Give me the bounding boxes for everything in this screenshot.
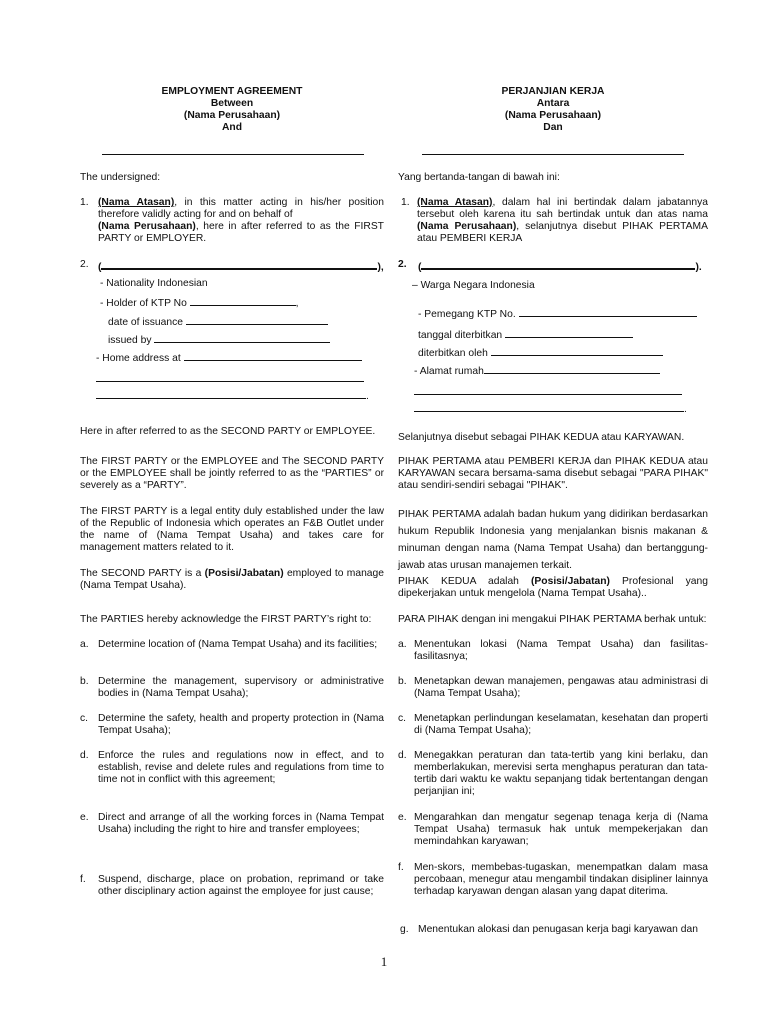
issuance-date-line [186,315,328,325]
company-name: (Nama Perusahaan) [98,221,196,232]
address-line-3-row [414,402,708,416]
first-party-item [401,197,708,245]
list-text: Men-skors, membebas-tugaskan, menempatkan dalam masa percobaan, menegur atau mengambil tindakan disipliner lainnya terhadap karyawan dengan alasan yang dapat diterima. [414,862,708,897]
issuance-date-row [108,315,384,329]
perjanjian-heading [398,86,708,134]
agreement-title: EMPLOYMENT AGREEMENT [161,86,303,97]
parties-definition: The FIRST PARTY or the EMPLOYEE and The SECOND PARTY or the EMPLOYEE shall be jointly referred to as the “PARTIES” or severely as a “PARTY”. [80,456,384,491]
home-address-line [484,364,660,374]
ktp-comma: , [295,298,299,309]
list-text: Menentukan lokasi (Nama Tempat Usaha) dan fasilitas-fasilitasnya; [414,639,708,662]
list-item [80,812,384,836]
list-text: Menetapkan dewan manajemen, pengawas atau administrasi di (Nama Tempat Usaha); [414,676,708,699]
paren-close: ). [695,262,702,273]
paren-close: ), [377,262,384,273]
ktp-number-line [519,307,697,317]
superior-name: (Nama Atasan) [417,197,493,208]
address-line-2 [96,381,364,382]
list-item [398,924,708,936]
ktp-holder-row [418,307,708,321]
agreement-company: (Nama Perusahaan) [183,110,281,121]
item-number: 1. [401,197,410,208]
list-marker: e. [398,812,407,823]
issued-by-label: issued by [108,335,152,346]
indonesian-column [398,0,708,1024]
first-party-text: , dalam hal ini bertindak dalam jabatannya tersebut oleh karena itu sah bertindak untuk dan atas nama [417,197,708,220]
first-party-text: , in this matter acting in his/her position therefore validly acting for and on behalf of [98,197,385,220]
agreement-heading [80,86,384,134]
list-item [80,639,384,651]
list-item [398,862,708,898]
paren-open: ( [418,262,422,273]
list-marker: f. [80,874,86,885]
list-text: Mengarahkan dan mengatur segenap tenaga kerja di (Nama Tempat Usaha) termasuk hak untuk mempekerjakan dan memindahkan karyawan; [414,812,708,847]
list-marker: f. [398,862,404,873]
second-party-pre: The SECOND PARTY is a [80,568,205,579]
ktp-number-line [190,296,296,306]
home-address-label: - Alamat rumah [414,366,484,377]
first-party-description: The FIRST PARTY is a legal entity duly established under the law of the Republic of Indonesia which operates an F&B Outlet under the name of (Nama Tempat Usaha) and takes care for management matters related to it. [80,506,384,553]
issued-by-label: diterbitkan oleh [418,348,488,359]
list-item [80,713,384,737]
second-party-pre: PIHAK KEDUA adalah [398,576,531,587]
english-column [80,0,384,1024]
list-marker: c. [398,713,407,724]
address-end: . [684,404,687,415]
list-marker: a. [80,639,89,650]
first-party-text-end: , here in after referred to as the FIRST PARTY or EMPLOYER. [98,221,384,244]
second-party-post: employed to manage (Nama Tempat Usaha). [80,568,384,591]
list-marker: c. [80,713,89,724]
second-party-definition: Here in after referred to as the SECOND PARTY or EMPLOYEE. [80,426,376,437]
second-party-item [398,259,708,274]
page-number: 1 [380,954,388,969]
perjanjian-and: Dan [543,122,563,133]
list-marker: g. [400,924,409,935]
perjanjian-between: Antara [536,98,570,109]
parties-definition: PIHAK PERTAMA atau PEMBERI KERJA dan PIHAK KEDUA atau KARYAWAN secara bersama-sama disebut sebagai "PARA PIHAK" atau sendiri-sendiri sebagai "PIHAK". [398,456,708,491]
ktp-holder-label: - Pemegang KTP No. [418,309,516,320]
address-line-3-row [96,389,384,403]
home-address-line [184,351,362,361]
list-item [80,676,384,700]
issued-by-row [418,346,708,360]
list-item [398,713,708,737]
item-number: 1. [80,197,89,208]
company-name: (Nama Perusahaan) [417,221,517,232]
list-text: Determine the safety, health and property protection in (Nama Tempat Usaha); [98,713,384,736]
issued-by-line [491,346,663,356]
acknowledge-statement: The PARTIES hereby acknowledge the FIRST PARTY’s right to: [80,614,372,625]
issued-by-row [108,333,384,347]
address-line-3 [96,389,366,399]
second-party-item [80,259,384,274]
undersigned-label: Yang bertanda-tangan di bawah ini: [398,172,560,183]
list-text: Menetapkan perlindungan keselamatan, kesehatan dan properti di (Nama Tempat Usaha); [414,713,708,736]
issued-by-line [154,333,330,343]
list-text: Determine the management, supervisory or administrative bodies in (Nama Tempat Usaha); [98,676,384,699]
item-number: 2. [80,259,89,270]
list-item [80,874,384,898]
issuance-date-row [418,328,708,342]
list-marker: d. [398,750,407,761]
address-line-3 [414,402,684,412]
employee-name-line [421,259,695,270]
nationality: - Nationality Indonesian [100,278,208,289]
superior-name: (Nama Atasan) [98,197,175,208]
second-party-definition: Selanjutnya disebut sebagai PIHAK KEDUA atau KARYAWAN. [398,432,685,443]
list-item [398,676,708,700]
home-address-row [414,364,708,378]
first-party-text-end: , selanjutnya disebut PIHAK PERTAMA atau PEMBERI KERJA [417,221,708,244]
second-party-description [80,568,384,592]
agreement-and: And [221,122,242,133]
acknowledge-statement: PARA PIHAK dengan ini mengakui PIHAK PERTAMA berhak untuk: [398,614,707,625]
list-text: Menentukan alokasi dan penugasan kerja bagi karyawan dan [418,924,698,935]
list-marker: e. [80,812,89,823]
issuance-date-label: tanggal diterbitkan [418,330,503,341]
position-name: (Posisi/Jabatan) [204,568,284,579]
list-text: Enforce the rules and regulations now in effect, and to establish, revise and delete rules and regulations from time to time not in conflict with this agreement; [98,750,384,785]
list-item [80,750,384,786]
list-text: Suspend, discharge, place on probation, reprimand or take other disciplinary action against the employee for just cause; [98,874,384,897]
party-name-line [422,154,684,155]
list-item [398,639,708,663]
party-name-line [102,154,364,155]
address-line-2 [414,394,682,395]
list-marker: a. [398,639,407,650]
list-text: Direct and arrange of all the working forces in (Nama Tempat Usaha) including the right to hire and transfer employees; [98,812,384,835]
list-marker: d. [80,750,89,761]
first-party-item [80,197,384,245]
list-text: Menegakkan peraturan dan tata-tertib yang kini berlaku, dan memberlakukan, merevisi serta menghapus peraturan dan tata-tertib dari waktu ke waktu sepanjang tidak bertentangan dengan perjanjian ini; [414,750,708,797]
address-end: . [366,391,369,402]
undersigned-label: The undersigned: [80,172,161,183]
nationality: – Warga Negara Indonesia [412,280,535,291]
item-number: 2. [398,259,407,270]
agreement-between: Between [210,98,254,109]
employee-name-line [101,259,377,270]
issuance-date-line [505,328,633,338]
first-party-description: PIHAK PERTAMA adalah badan hukum yang didirikan berdasarkan hukum Republik Indonesia yang menjalankan bisnis makanan & minuman dengan nama (Nama Tempat Usaha) dan bertanggung-jawab atas urusan manajemen terkait. [398,509,708,571]
perjanjian-company: (Nama Perusahaan) [504,110,602,121]
second-party-description [398,576,708,600]
home-address-row [96,351,384,365]
list-item [398,812,708,848]
list-marker: b. [80,676,89,687]
list-item [398,750,708,798]
list-marker: b. [398,676,407,687]
perjanjian-title: PERJANJIAN KERJA [501,86,605,97]
position-name: (Posisi/Jabatan) [531,576,610,587]
issuance-date-label: date of issuance [108,317,183,328]
second-party-post: Profesional yang dipekerjakan untuk mengelola (Nama Tempat Usaha).. [398,576,708,599]
paren-open: ( [98,262,102,273]
home-address-label: - Home address at [96,353,181,364]
ktp-holder-label: - Holder of KTP No [100,298,187,309]
list-text: Determine location of (Nama Tempat Usaha) and its facilities; [98,639,378,650]
ktp-holder-row [100,296,384,310]
